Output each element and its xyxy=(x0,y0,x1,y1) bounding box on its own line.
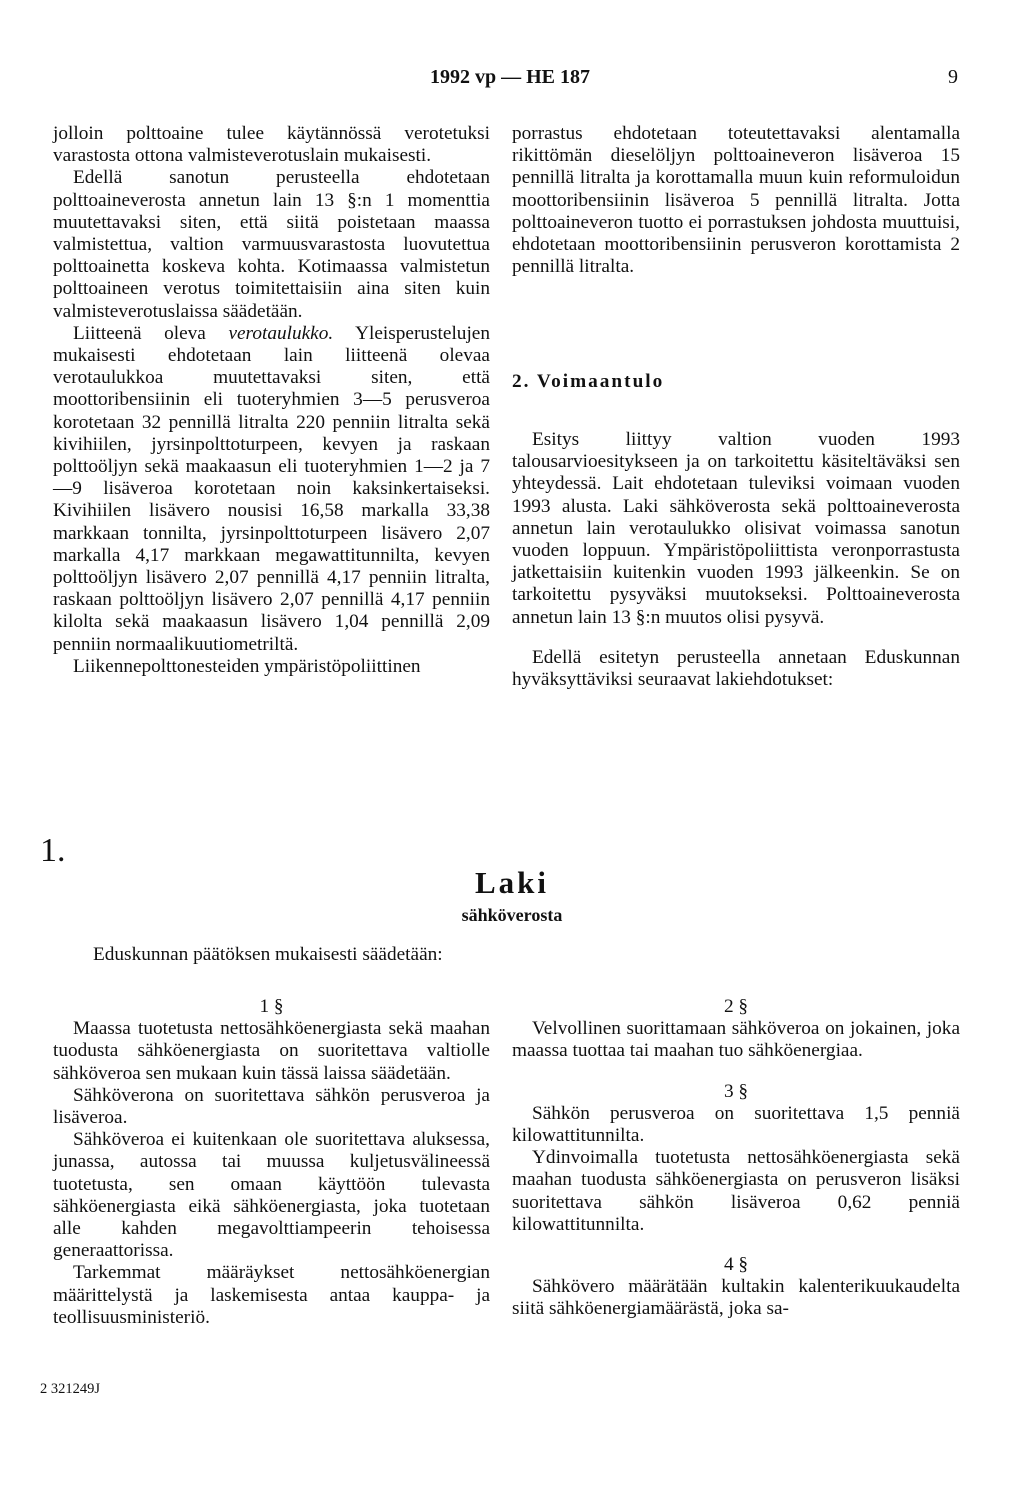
paragraph: Velvollinen suorittamaan sähköveroa on jokainen, joka maassa tuottaa tai maahan tuo sähköenergiaa. xyxy=(512,1018,960,1062)
law-subtitle: sähköverosta xyxy=(461,905,563,925)
page-number: 9 xyxy=(948,66,958,88)
paragraph xyxy=(53,323,490,656)
paragraph: Esitys liittyy valtion vuoden 1993 talousarvioesitykseen ja on tarkoitettu käsiteltäväksi sen yhteydessä. Lait ehdotetaan tuleviksi voimaan vuoden 1993 alusta. Laki sähköverosta sekä polttoaineverosta annetun lain verotaulukko olisivat voimassa sanotun vuoden loppuun. Ympäristöpoliittista veronporrastusta jatkettaisiin kuitenkin vuoden 1993 jälkeenkin. Se on tarkoitettu pysyväksi muutokseksi. Polttoaineverosta annetun lain 13 §:n muutos olisi pysyvä. xyxy=(512,429,960,628)
running-header: 1992 vp — HE 187 xyxy=(429,66,591,88)
paragraph: Liikennepolttonesteiden ympäristöpoliittinen xyxy=(73,655,421,677)
paragraph: Sähkövero määrätään kultakin kalenterikuukaudelta siitä sähköenergiamäärästä, joka sa- xyxy=(512,1276,960,1320)
paragraph: Edellä esitetyn perusteella annetaan Eduskunnan hyväksyttäviksi seuraavat lakiehdotukset: xyxy=(512,646,960,691)
law-left-column xyxy=(53,996,490,1329)
paragraph: Ydinvoimalla tuotetusta nettosähköenergiasta sekä maahan tuodusta sähköenergiasta on perusveron lisäksi suoritettava sähkön lisäveroa 0,62 penniä kilowattitunnilta. xyxy=(512,1147,960,1235)
paragraph: Tarkemmat määräykset nettosähköenergian määrittelystä ja laskemisesta antaa kauppa- ja teollisuusministeriö. xyxy=(53,1262,490,1328)
italic-term: verotaulukko. xyxy=(228,322,334,344)
paragraph: Sähköverona on suoritettava sähkön perusveroa ja lisäveroa. xyxy=(53,1084,490,1129)
paragraph: jolloin polttoaine tulee käytännössä verotetuksi varastosta ottona valmisteverotuslain mukaisesti. xyxy=(53,123,490,167)
paragraph: Sähkön perusveroa on suoritettava 1,5 penniä kilowattitunnilta. xyxy=(512,1102,960,1147)
right-column xyxy=(512,123,960,278)
law-right-column xyxy=(512,996,960,1321)
law-title: Laki xyxy=(474,865,550,900)
law-number: 1. xyxy=(40,832,66,869)
section-body xyxy=(512,429,960,691)
paragraph-text: Yleisperustelujen mukaisesti ehdotetaan lain liitteenä olevaa verotaulukkoa muutettavaksi siten, että moottoribensiinin eli tuoteryhmien 3—5 perusveroa korotetaan 32 pennillä litralta 220 penniin litralta sekä kivihiilen, jyrsinpolttoturpeen, kevyen ja raskaan polttoöljyn sekä maakaasun eli tuoteryhmien 1—2 ja 7—9 lisäveroa korotetaan noin kaksinkertaiseksi. Kivihiilen lisävero nousisi 16,58 markalla 33,38 markkaan tonnilta, jyrsinpolttoturpeen lisävero 2,07 markalla 4,17 markkaan megawattitunnilta, kevyen polttoöljyn lisävero 2,07 pennillä 4,17 penniin litralta, raskaan polttoöljyn lisävero 2,07 pennillä 4,17 penniin kilolta sekä maakaasun lisävero 1,04 pennillä 2,09 penniin normaalikuutiometriltä. xyxy=(53,322,490,655)
section-heading: 2. Voimaantulo xyxy=(512,371,665,392)
section-1-heading: 1 § xyxy=(259,996,284,1017)
paragraph-prefix: Liitteenä oleva xyxy=(73,322,206,344)
paragraph: Edellä sanotun perusteella ehdotetaan polttoaineverosta annetun lain 13 §:n 1 momenttia muutettavaksi siten, että siitä poistetaan maassa valmistettua, valtion varmuusvarastosta luovutettua polttoainetta koskeva kohta. Kotimaassa valmistetun polttoaineen verotus toimitettaisiin aina siten kuin valmisteverotuslaissa säädetään. xyxy=(53,167,490,322)
paragraph: porrastus ehdotetaan toteutettavaksi alentamalla rikittömän dieselöljyn polttoaineveron lisäveroa 15 pennillä litralta ja korottamalla muun kuin reformuloidun moottoribensiinin lisäveroa 5 pennillä litralta. Jotta polttoaineveron tuotto ei porrastuksen johdosta muuttuisi, ehdotetaan moottoribensiinin perusveron korottamista 2 pennillä litralta. xyxy=(512,123,960,278)
print-code: 2 321249J xyxy=(40,1381,101,1397)
paragraph: Sähköveroa ei kuitenkaan ole suoritettava aluksessa, junassa, autossa tai muussa kuljetusvälineessä tuotetusta, sen omaan käyttöön tulevasta sähköenergiasta eikä sähköenergiasta, joka tuotetaan alle kahden megavolttiampeerin tehoisessa generaattorissa. xyxy=(53,1129,490,1262)
paragraph: Maassa tuotetusta nettosähköenergiasta sekä maahan tuodusta sähköenergiasta on suoritettava valtiolle sähköveroa sen mukaan kuin tässä laissa säädetään. xyxy=(53,1018,490,1084)
section-4-heading: 4 § xyxy=(723,1254,749,1276)
left-column xyxy=(53,123,490,678)
enactment-clause: Eduskunnan päätöksen mukaisesti säädetään: xyxy=(93,944,443,965)
page-header xyxy=(0,66,1024,96)
section-2-heading: 2 § xyxy=(723,996,749,1017)
section-3-heading: 3 § xyxy=(723,1080,749,1102)
